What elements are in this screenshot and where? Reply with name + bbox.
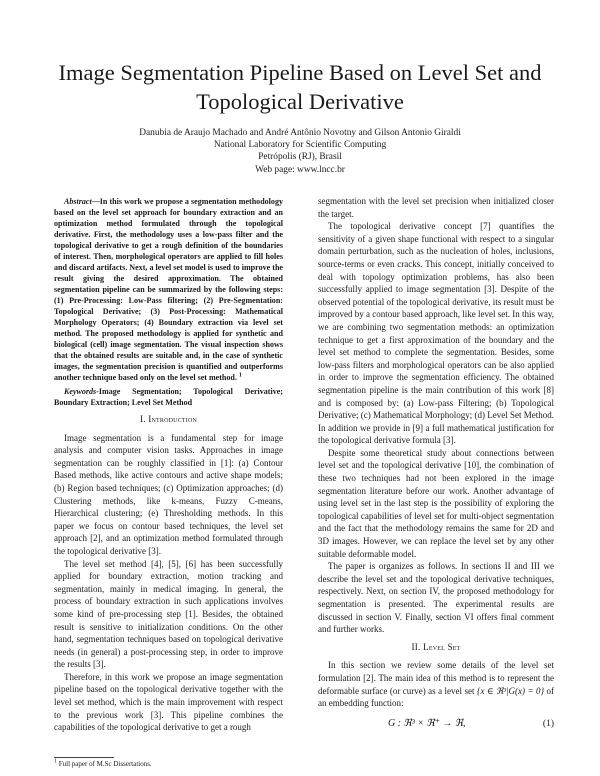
intro-paragraph-6: The paper is organizes as follows. In sections II and III we describe the level set and the topological derivative techniques, respectively. Next, on section IV, the proposed methodology for segmentation is presented. The experimental results are discussed in section V. Finally, section VI offers final comment and further works. <box>318 561 554 635</box>
section-numeral: I. <box>139 414 146 424</box>
author-location: Petrópolis (RJ), Brasil <box>258 152 342 163</box>
level-set-text-b: of an embedding function: <box>318 685 554 709</box>
footnote <box>54 760 152 769</box>
equation-1 <box>318 714 554 736</box>
section-title: Introduction <box>148 414 198 424</box>
intro-paragraph-3-continued: segmentation with the level set precision when initialized closer the target. <box>318 196 554 219</box>
equation-number: (1) <box>542 718 554 729</box>
footnote-text: Full paper of M.Sc Dissertations. <box>58 760 152 768</box>
level-set-set-expression: {x ∈ ℜ³|G(x) = 0} <box>476 685 545 696</box>
section-numeral: II. <box>411 641 421 652</box>
footnote-mark: 1 <box>54 758 57 765</box>
keywords-label: Keywords <box>64 387 97 396</box>
abstract <box>54 196 283 383</box>
author-block <box>60 127 540 176</box>
level-set-paragraph-1 <box>318 659 554 709</box>
equation-body: G : ℜ³ × ℜ⁺ → ℜ, <box>388 717 466 729</box>
level-set-text-a: In this section we review some details of the level set formulation [2]. The main idea of this method is to represent the deformable surface (or curve) as a level set <box>318 660 554 696</box>
keywords-text: -Image Segmentation; Topological Derivative; Boundary Extraction; Level Set Method <box>54 387 283 407</box>
author-names: Danubia de Araujo Machado and André Antônio Novotny and Gilson Antonio Giraldi <box>139 128 461 138</box>
section-heading-introduction <box>54 413 283 426</box>
author-affiliation: National Laboratory for Scientific Computing <box>213 140 387 151</box>
intro-paragraph-5: Despite some theoretical study about connections between level set and the topological derivative [10], the combination of these two techniques had not been explored in the image segmentation literature before our work. Another advantage of using level set in the last step is the possibility of exploring the topological capabilities of level set for multi-object segmentation and the fact that the methodology remains the same for 2D and 3D images. However, we can replace the level set by any other suitable deformable model. <box>318 447 554 559</box>
intro-paragraph-4: The topological derivative concept [7] quantifies the sensitivity of a given shape functional with respect to a singular domain perturbation, such as the nucleation of holes, inclusions, source-terms or even cracks. This concept, initially conceived to deal with topology optimization problems, has also been successfully applied to image segmentation [3]. Despite of the observed potential of the topological derivative, its result must be improved by a contour based approach, like level set. In this way, we are combining two segmentation methods: an optimization technique to get a first approximation of the boundary and the level set method to complete the segmentation. Besides, some low-pass filters and morphological operators can be also applied in order to improve the segmentation efficiency. The obtained segmentation pipeline is the main contribution of this work [8] and is composed by: (a) Low-pass Filtering; (b) Topological Derivative; (c) Mathematical Morphology; (d) Level Set Method. In addition we provide in [9] a full mathematical justification for the topological derivative formula [3]. <box>318 221 554 446</box>
intro-paragraph-1: Image segmentation is a fundamental step for image analysis and computer vision tasks. Approaches in image segmentation can be roughly classified in [1]: (a) Contour Based methods, like active contours and active shape models; (b) Region based techniques; (c) Optimization approaches; (d) Clustering methods, like k-means, Fuzzy C-means, Hierarchical clustering; (e) Thresholding methods. In this paper we focus on contour based techniques, the level set approach [2], and an optimization method formulated through the topological derivative [3]. <box>54 432 283 556</box>
intro-paragraph-3: Therefore, in this work we propose an image segmentation pipeline based on the topological derivative together with the level set method, which is the main improvement with respect to the previous work [3]. This pipeline combines the capabilities of the topological derivative to get a rough <box>54 671 283 733</box>
right-column <box>318 195 554 736</box>
footnote-rule <box>54 757 114 758</box>
abstract-text: —In this work we propose a segmentation methodology based on the level set approach for boundary extraction and an optimization method formulated through the topological derivative. First, the methodology uses a low-pass filter and the topological derivative to get a rough definition of the boundaries of interest. Then, morphological operators are applied to fill holes and discard artifacts. Next, a level set model is used to improve the result giving the desired approximation. The obtained segmentation pipeline can be summarized by the following steps: (1) Pre-Processing: Low-Pass filtering; (2) Pre-Segmentation: Topological Derivative; (3) Post-Processing: Mathematical Morphology Operators; (4) Boundary extraction via level set method. The proposed methodology is applied for synthetic and biological (cell) image segmentation. The visual inspection shows that the obtained results are suitable and, in the case of synthetic images, the segmentation precision is quantified and outperforms another technique based only on the level set method. <box>54 197 283 382</box>
left-column <box>54 196 283 734</box>
keywords <box>54 386 283 408</box>
section-heading-level-set <box>318 641 554 654</box>
author-web-page[interactable]: Web page: www.lncc.br <box>255 164 345 175</box>
section-title: Level Set <box>423 641 461 652</box>
intro-paragraph-2: The level set method [4], [5], [6] has been successfully applied for boundary extraction, motion tracking and segmentation, mainly in medical imaging. In general, the process of boundary extraction in such applications involves some kind of pre-processing step [1]. Besides, the obtained result is sensitive to initialization conditions. On the other hand, segmentation techniques based on topological derivative needs (in general) a post-processing step, in order to improve the results [3]. <box>54 558 283 670</box>
abstract-label: Abstract <box>64 197 92 206</box>
abstract-footnote-mark[interactable]: 1 <box>238 372 242 379</box>
paper-title: Image Segmentation Pipeline Based on Level Set and Topological Derivative <box>58 60 542 114</box>
